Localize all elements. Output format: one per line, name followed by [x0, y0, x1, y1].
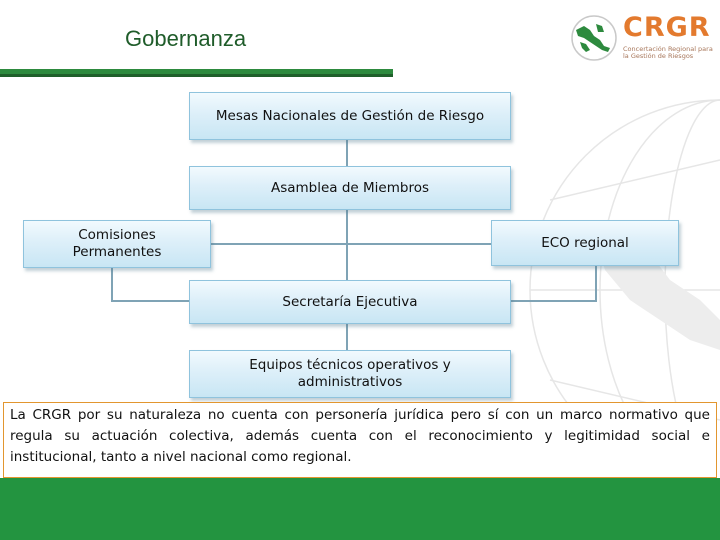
node-eco-regional [491, 220, 679, 266]
logo-subtitle: Concertación Regional para la Gestión de Riesgos [623, 45, 713, 60]
node-secretaria-label: Secretaría Ejecutiva [282, 293, 418, 310]
connector-comisiones-down [111, 268, 113, 302]
connector-asamblea-secretaria [346, 210, 348, 280]
node-secretaria-ejecutiva [189, 280, 511, 324]
logo-wordmark: CRGR [623, 12, 711, 43]
footer-bar [0, 478, 720, 540]
node-equipos-tecnicos [189, 350, 511, 398]
node-equipos-label: Equipos técnicos operativos y administrativos [249, 357, 451, 390]
connector-comisiones-secretaria [111, 300, 191, 302]
node-comisiones-permanentes [23, 220, 211, 268]
description-textbox: La CRGR por su naturaleza no cuenta con personería jurídica pero sí con un marco normativo que regula su actuación colectiva, además cuenta con el reconocimiento y legitimidad social e institucional, tanto a nivel nacional como regional. [3, 402, 717, 478]
node-asamblea-label: Asamblea de Miembros [270, 179, 430, 196]
connector-mesas-asamblea [346, 140, 348, 166]
node-mesas-nacionales [189, 92, 511, 140]
crgr-logo [568, 12, 718, 64]
node-comisiones-label: Comisiones Permanentes [72, 227, 162, 260]
connector-eco-secretaria [510, 300, 597, 302]
page-title: Gobernanza [125, 26, 247, 51]
node-asamblea-miembros [189, 166, 511, 210]
connector-horizontal-middle [210, 243, 492, 245]
globe-map-icon [568, 12, 620, 64]
node-eco-label: ECO regional [541, 234, 629, 251]
title-underline-shadow [0, 74, 393, 77]
connector-eco-down [595, 266, 597, 301]
connector-secretaria-equipos [346, 324, 348, 350]
node-mesas-label: Mesas Nacionales de Gestión de Riesgo [215, 107, 485, 124]
